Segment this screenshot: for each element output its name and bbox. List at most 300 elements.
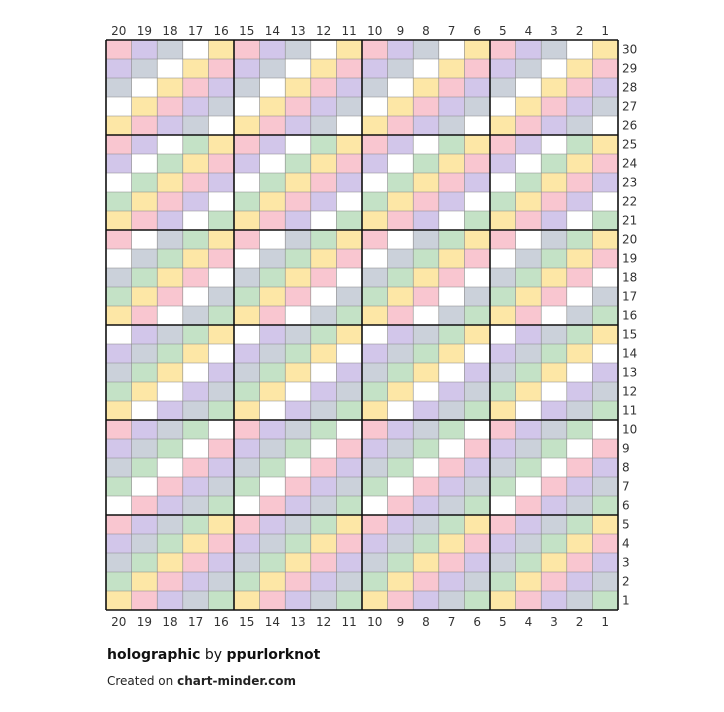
chart-cell <box>464 306 490 325</box>
chart-cell <box>592 230 618 249</box>
chart-cell <box>311 59 337 78</box>
chart-cell <box>541 268 567 287</box>
chart-cell <box>464 116 490 135</box>
chart-cell <box>567 192 593 211</box>
chart-cell <box>234 211 260 230</box>
chart-cell <box>183 572 209 591</box>
chart-cell <box>439 515 465 534</box>
row-label: 1 <box>622 593 630 608</box>
chart-cell <box>362 173 388 192</box>
chart-cell <box>464 249 490 268</box>
chart-cell <box>260 59 286 78</box>
chart-cell <box>464 192 490 211</box>
column-label-bottom: 15 <box>239 615 255 629</box>
chart-cell <box>157 116 183 135</box>
chart-cell <box>285 534 311 553</box>
column-label-bottom: 3 <box>550 615 558 629</box>
column-label-bottom: 7 <box>447 615 456 629</box>
chart-cell <box>311 439 337 458</box>
chart-cell <box>208 59 234 78</box>
chart-cell <box>183 496 209 515</box>
chart-cell <box>260 97 286 116</box>
chart-cell <box>567 40 593 59</box>
chart-cell <box>388 363 414 382</box>
chart-cell <box>132 420 158 439</box>
chart-cell <box>567 97 593 116</box>
chart-cell <box>336 173 362 192</box>
chart-cell <box>157 192 183 211</box>
chart-cell <box>311 420 337 439</box>
chart-cell <box>157 420 183 439</box>
column-label-top: 2 <box>575 24 584 38</box>
chart-cell <box>516 97 542 116</box>
chart-cell <box>516 572 542 591</box>
pattern-name: holographic <box>107 647 201 663</box>
chart-cell <box>208 249 234 268</box>
chart-cell <box>183 553 209 572</box>
chart-cell <box>362 40 388 59</box>
chart-cell <box>516 439 542 458</box>
chart-cell <box>388 287 414 306</box>
chart-cell <box>362 344 388 363</box>
chart-cell <box>208 553 234 572</box>
row-label: 21 <box>622 213 638 228</box>
chart-cell <box>311 192 337 211</box>
chart-cell <box>592 268 618 287</box>
chart-cell <box>157 59 183 78</box>
chart-cell <box>541 534 567 553</box>
chart-cell <box>132 135 158 154</box>
chart-cell <box>464 382 490 401</box>
chart-cell <box>388 534 414 553</box>
chart-cell <box>464 211 490 230</box>
chart-cell <box>541 591 567 610</box>
chart-cell <box>106 268 132 287</box>
chart-cell <box>260 401 286 420</box>
chart-cell <box>388 211 414 230</box>
chart-cell <box>567 496 593 515</box>
chart-cell <box>260 496 286 515</box>
chart-cell <box>106 401 132 420</box>
chart-cell <box>592 59 618 78</box>
column-label-top: 12 <box>315 24 332 38</box>
column-label-bottom: 14 <box>264 615 281 629</box>
row-label: 8 <box>622 460 630 475</box>
chart-cell <box>439 534 465 553</box>
chart-cell <box>132 515 158 534</box>
chart-cell <box>260 344 286 363</box>
chart-cell <box>183 59 209 78</box>
chart-cell <box>388 97 414 116</box>
column-label-top: 10 <box>367 24 383 38</box>
chart-cell <box>157 363 183 382</box>
chart-cell <box>362 382 388 401</box>
chart-cell <box>336 439 362 458</box>
chart-cell <box>132 78 158 97</box>
chart-cell <box>106 230 132 249</box>
chart-cell <box>592 496 618 515</box>
chart-cell <box>234 192 260 211</box>
chart-cell <box>362 306 388 325</box>
row-label: 10 <box>622 422 638 437</box>
chart-cell <box>388 59 414 78</box>
chart-cell <box>541 116 567 135</box>
chart-cell <box>388 135 414 154</box>
chart-cell <box>388 173 414 192</box>
chart-cell <box>234 496 260 515</box>
chart-cell <box>132 439 158 458</box>
chart-cell <box>208 496 234 515</box>
row-label: 11 <box>622 403 638 418</box>
chart-cell <box>234 572 260 591</box>
chart-cell <box>183 287 209 306</box>
chart-cell <box>183 344 209 363</box>
chart-cell <box>464 59 490 78</box>
chart-cell <box>388 382 414 401</box>
chart-cell <box>516 477 542 496</box>
chart-cell <box>208 78 234 97</box>
chart-gridlines <box>106 40 618 610</box>
chart-cell <box>541 135 567 154</box>
chart-cell <box>413 515 439 534</box>
chart-cell <box>567 306 593 325</box>
chart-cell <box>208 363 234 382</box>
chart-cell <box>362 553 388 572</box>
chart-cell <box>336 553 362 572</box>
chart-cell <box>260 363 286 382</box>
chart-cell <box>413 230 439 249</box>
chart-cell <box>490 534 516 553</box>
chart-cell <box>413 173 439 192</box>
chart-cell <box>362 211 388 230</box>
chart-cell <box>592 97 618 116</box>
chart-cell <box>336 135 362 154</box>
chart-cell <box>464 401 490 420</box>
chart-cell <box>439 59 465 78</box>
chart-cell <box>567 287 593 306</box>
column-label-top: 18 <box>162 24 178 38</box>
site-link[interactable]: chart-minder.com <box>177 674 296 688</box>
column-label-bottom: 16 <box>213 615 229 629</box>
chart-cell <box>234 401 260 420</box>
chart-cell <box>592 515 618 534</box>
chart-cell <box>567 211 593 230</box>
chart-cell <box>362 591 388 610</box>
column-label-bottom: 10 <box>367 615 383 629</box>
chart-cell <box>183 192 209 211</box>
chart-cell <box>439 287 465 306</box>
chart-cell <box>439 211 465 230</box>
chart-cell <box>311 401 337 420</box>
chart-cell <box>516 287 542 306</box>
chart-cell <box>285 59 311 78</box>
chart-cell <box>516 401 542 420</box>
chart-cell <box>183 401 209 420</box>
chart-cell <box>285 78 311 97</box>
row-label: 3 <box>622 555 630 570</box>
chart-cell <box>388 249 414 268</box>
chart-cell <box>285 249 311 268</box>
chart-cell <box>541 496 567 515</box>
chart-cell <box>541 306 567 325</box>
chart-cell <box>516 230 542 249</box>
chart-cell <box>516 306 542 325</box>
chart-cell <box>183 325 209 344</box>
chart-cell <box>388 306 414 325</box>
row-label: 19 <box>622 251 638 266</box>
chart-cell <box>516 192 542 211</box>
chart-cell <box>362 458 388 477</box>
row-label: 4 <box>622 536 630 551</box>
chart-cell <box>260 515 286 534</box>
chart-cell <box>285 515 311 534</box>
chart-cell <box>234 59 260 78</box>
chart-cell <box>234 135 260 154</box>
chart-cell <box>362 325 388 344</box>
chart-cell <box>413 116 439 135</box>
column-label-bottom: 1 <box>601 615 610 629</box>
chart-cell <box>592 363 618 382</box>
chart-cell <box>106 135 132 154</box>
chart-cell <box>541 249 567 268</box>
chart-cell <box>592 439 618 458</box>
chart-cell <box>157 553 183 572</box>
chart-cell <box>157 496 183 515</box>
chart-cell <box>132 287 158 306</box>
chart-cell <box>567 382 593 401</box>
chart-cell <box>413 344 439 363</box>
chart-cell <box>106 420 132 439</box>
chart-cell <box>490 344 516 363</box>
chart-cell <box>388 420 414 439</box>
chart-cell <box>516 344 542 363</box>
chart-cell <box>439 591 465 610</box>
chart-cell <box>183 363 209 382</box>
chart-cell <box>490 496 516 515</box>
chart-cell <box>285 154 311 173</box>
chart-cell <box>157 230 183 249</box>
chart-cell <box>336 268 362 287</box>
chart-cell <box>413 439 439 458</box>
chart-cell <box>234 78 260 97</box>
chart-cell <box>311 135 337 154</box>
chart-cell <box>464 173 490 192</box>
column-label-bottom: 6 <box>473 615 482 629</box>
chart-cell <box>285 306 311 325</box>
chart-cell <box>234 154 260 173</box>
chart-cell <box>516 382 542 401</box>
chart-cell <box>106 287 132 306</box>
chart-cell <box>157 477 183 496</box>
chart-cell <box>439 116 465 135</box>
chart-cell <box>311 211 337 230</box>
chart-cell <box>439 249 465 268</box>
chart-cell <box>541 325 567 344</box>
chart-cell <box>490 553 516 572</box>
chart-cell <box>362 192 388 211</box>
chart-cell <box>413 192 439 211</box>
chart-cell <box>541 401 567 420</box>
chart-cell <box>285 211 311 230</box>
chart-cell <box>516 534 542 553</box>
chart-cell <box>260 116 286 135</box>
chart-cell <box>516 458 542 477</box>
column-label-top: 9 <box>396 24 405 38</box>
column-label-bottom: 11 <box>341 615 357 629</box>
row-label: 7 <box>622 479 630 494</box>
chart-cell <box>464 40 490 59</box>
chart-cell <box>592 591 618 610</box>
row-label: 16 <box>622 308 638 323</box>
chart-cell <box>106 192 132 211</box>
chart-cell <box>592 344 618 363</box>
chart-cell <box>183 382 209 401</box>
chart-cell <box>516 59 542 78</box>
chart-cell <box>285 135 311 154</box>
chart-cell <box>311 173 337 192</box>
chart-cell <box>234 287 260 306</box>
chart-cell <box>362 439 388 458</box>
chart-cell <box>234 363 260 382</box>
chart-cell <box>132 154 158 173</box>
chart-cell <box>439 477 465 496</box>
chart-cell <box>388 553 414 572</box>
chart-cell <box>567 78 593 97</box>
chart-cell <box>413 553 439 572</box>
chart-cell <box>260 154 286 173</box>
column-label-bottom: 8 <box>422 615 430 629</box>
column-label-bottom: 18 <box>162 615 178 629</box>
chart-cell <box>439 230 465 249</box>
chart-cell <box>208 344 234 363</box>
chart-cell <box>490 515 516 534</box>
chart-cell <box>285 116 311 135</box>
chart-cell <box>260 211 286 230</box>
chart-cell <box>592 192 618 211</box>
chart-cell <box>362 249 388 268</box>
chart-cell <box>260 173 286 192</box>
chart-cell <box>388 439 414 458</box>
chart-cell <box>234 382 260 401</box>
chart-cell <box>464 287 490 306</box>
chart-cell <box>592 382 618 401</box>
chart-cell <box>106 306 132 325</box>
chart-cell <box>311 477 337 496</box>
chart-cell <box>541 230 567 249</box>
chart-cell <box>464 78 490 97</box>
chart-cell <box>439 420 465 439</box>
chart-cell <box>541 40 567 59</box>
chart-cell <box>567 401 593 420</box>
chart-cell <box>567 135 593 154</box>
chart-cell <box>567 439 593 458</box>
chart-cell <box>541 382 567 401</box>
chart-cell <box>516 135 542 154</box>
chart-cell <box>362 154 388 173</box>
chart-cell <box>490 116 516 135</box>
chart-cell <box>413 40 439 59</box>
chart-cell <box>260 268 286 287</box>
chart-cell <box>336 78 362 97</box>
chart-cell <box>541 363 567 382</box>
chart-cell <box>439 439 465 458</box>
chart-cell <box>285 230 311 249</box>
chart-cell <box>516 515 542 534</box>
chart-cell <box>157 458 183 477</box>
chart-cell <box>183 249 209 268</box>
chart-cell <box>132 496 158 515</box>
chart-cell <box>183 173 209 192</box>
chart-cell <box>260 572 286 591</box>
chart-cell <box>336 496 362 515</box>
column-label-top: 4 <box>524 24 533 38</box>
chart-cell <box>106 116 132 135</box>
chart-cell <box>208 40 234 59</box>
chart-cell <box>362 135 388 154</box>
chart-cell <box>183 116 209 135</box>
chart-cell <box>336 287 362 306</box>
chart-cell <box>183 439 209 458</box>
chart-cell <box>413 534 439 553</box>
chart-cell <box>439 97 465 116</box>
chart-cell <box>285 97 311 116</box>
chart-cell <box>464 325 490 344</box>
chart-cell <box>490 420 516 439</box>
chart-cell <box>336 154 362 173</box>
chart-cell <box>132 325 158 344</box>
chart-cell <box>234 420 260 439</box>
chart-cell <box>311 154 337 173</box>
chart-cell <box>234 458 260 477</box>
chart-cell <box>208 458 234 477</box>
chart-cell <box>285 287 311 306</box>
chart-cell <box>592 40 618 59</box>
chart-cell <box>490 363 516 382</box>
chart-cell <box>336 40 362 59</box>
chart-cell <box>464 439 490 458</box>
chart-cell <box>311 515 337 534</box>
chart-cell <box>106 515 132 534</box>
chart-cell <box>183 534 209 553</box>
chart-cell <box>567 420 593 439</box>
chart-cell <box>311 534 337 553</box>
chart-cell <box>388 401 414 420</box>
chart-cell <box>311 116 337 135</box>
chart-cell <box>157 249 183 268</box>
chart-cell <box>592 287 618 306</box>
chart-cell <box>541 553 567 572</box>
chart-cell <box>541 458 567 477</box>
chart-cell <box>336 420 362 439</box>
chart-cell <box>567 325 593 344</box>
chart-cell <box>413 496 439 515</box>
column-label-bottom: 20 <box>111 615 127 629</box>
column-label-bottom: 5 <box>498 615 507 629</box>
chart-cell <box>234 477 260 496</box>
chart-cell <box>490 78 516 97</box>
row-label: 30 <box>622 42 638 57</box>
row-label: 28 <box>622 80 638 95</box>
chart-cell <box>234 268 260 287</box>
chart-cell <box>516 325 542 344</box>
chart-cell <box>567 249 593 268</box>
chart-cell <box>183 515 209 534</box>
chart-cell <box>285 420 311 439</box>
chart-cell <box>362 59 388 78</box>
chart-cell <box>157 382 183 401</box>
chart-cell <box>464 496 490 515</box>
chart-cell <box>592 553 618 572</box>
